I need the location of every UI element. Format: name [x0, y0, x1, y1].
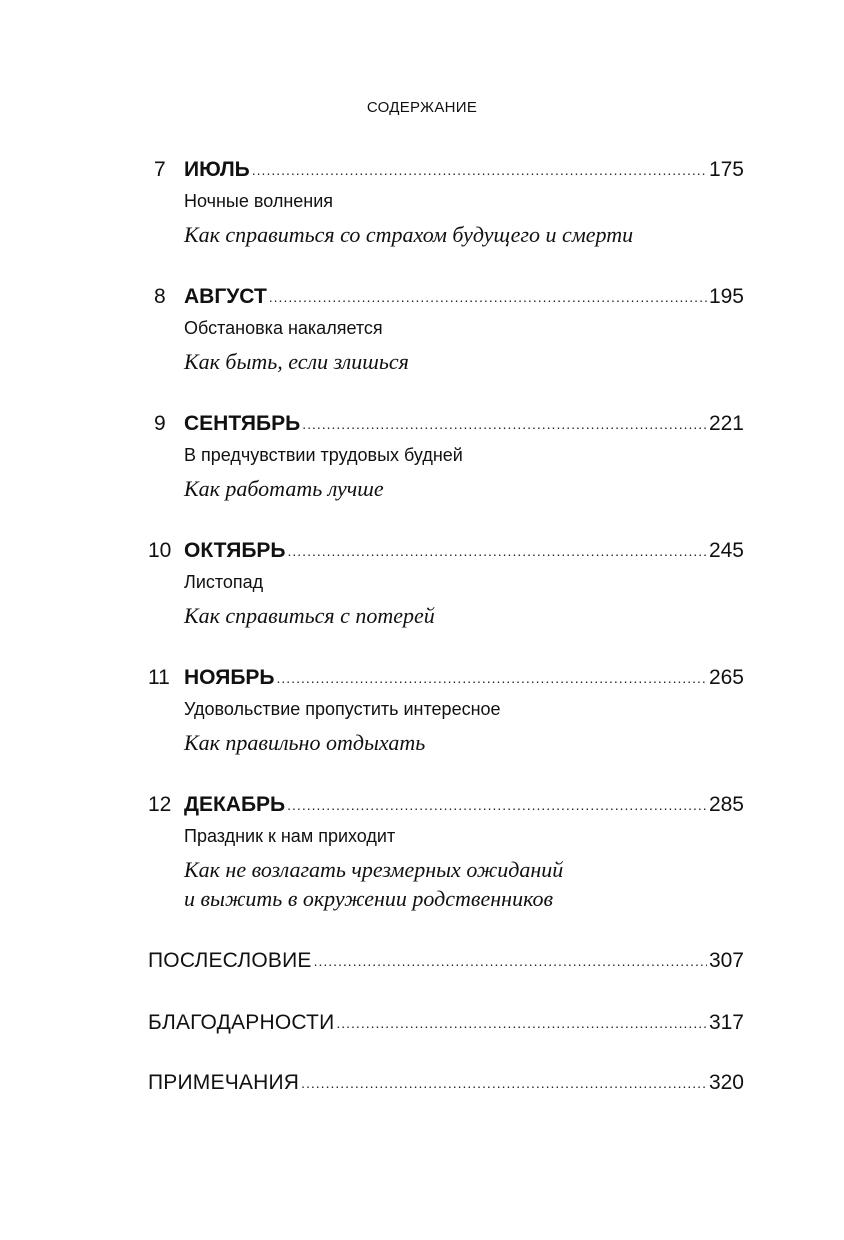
- toc-chapter-july[interactable]: [148, 156, 744, 249]
- chapter-number: 8: [154, 285, 166, 308]
- chapter-subtitle: Ночные волнения: [184, 191, 334, 211]
- chapter-number: 7: [154, 158, 166, 181]
- chapter-title: СЕНТЯБРЬ: [184, 412, 301, 435]
- chapter-heading-row: [148, 664, 744, 692]
- chapter-italic-line: Как справиться с потерей: [184, 603, 435, 628]
- chapter-title: ОКТЯБРЬ: [184, 539, 286, 562]
- dot-leader: [277, 664, 707, 692]
- page-number: 320: [708, 1071, 744, 1094]
- chapter-subtitle: Обстановка накаляется: [184, 318, 383, 338]
- dot-leader: [287, 791, 707, 819]
- chapter-title: ДЕКАБРЬ: [184, 793, 286, 816]
- toc-chapter-december[interactable]: [148, 791, 744, 913]
- chapter-subtitle: Листопад: [184, 572, 264, 592]
- back-matter-row: [148, 1069, 744, 1097]
- chapter-number: 11: [148, 666, 170, 689]
- toc-acknowledgements[interactable]: [148, 1009, 744, 1037]
- chapter-italic-line: Как быть, если злишься: [184, 349, 409, 374]
- chapter-subtitle: В предчувствии трудовых будней: [184, 445, 463, 465]
- page-number: 245: [708, 539, 744, 562]
- back-matter-row: [148, 947, 744, 975]
- dot-leader: [314, 947, 707, 975]
- chapter-italic-line: и выжить в окружении родственников: [184, 886, 554, 911]
- back-matter-title: ПРИМЕЧАНИЯ: [148, 1071, 300, 1094]
- dot-leader: [336, 1009, 707, 1037]
- chapter-number: 12: [148, 793, 172, 816]
- page-number: 285: [708, 793, 744, 816]
- chapter-heading-row: [148, 410, 744, 438]
- back-matter-title: БЛАГОДАРНОСТИ: [148, 1011, 335, 1034]
- chapter-number: 9: [154, 412, 166, 435]
- toc-chapter-november[interactable]: [148, 664, 744, 757]
- toc-chapter-october[interactable]: [148, 537, 744, 630]
- chapter-italic-line: Как справиться со страхом будущего и смерти: [184, 222, 634, 247]
- back-matter-title: ПОСЛЕСЛОВИЕ: [148, 949, 312, 972]
- chapter-subtitle: Праздник к нам приходит: [184, 826, 396, 846]
- dot-leader: [301, 1069, 707, 1097]
- page-number: 195: [708, 285, 744, 308]
- chapter-italic-line: Как правильно отдыхать: [184, 730, 426, 755]
- dot-leader: [252, 156, 707, 184]
- chapter-title: НОЯБРЬ: [184, 666, 275, 689]
- toc-chapter-september[interactable]: [148, 410, 744, 503]
- page-number: 175: [708, 158, 744, 181]
- dot-leader: [288, 537, 707, 565]
- chapter-title: ИЮЛЬ: [184, 158, 250, 181]
- toc-afterword[interactable]: [148, 947, 744, 975]
- chapter-heading-row: [148, 537, 744, 565]
- page-number: 317: [708, 1011, 744, 1034]
- page-number: 307: [708, 949, 744, 972]
- toc-chapter-august[interactable]: [148, 283, 744, 376]
- chapter-subtitle: Удовольствие пропустить интересное: [184, 699, 501, 719]
- chapter-number: 10: [148, 539, 172, 562]
- chapter-heading-row: [148, 791, 744, 819]
- chapter-heading-row: [148, 283, 744, 311]
- toc-notes[interactable]: [148, 1069, 744, 1097]
- dot-leader: [302, 410, 707, 438]
- page-number: 221: [708, 412, 744, 435]
- chapter-title: АВГУСТ: [184, 285, 267, 308]
- back-matter-row: [148, 1009, 744, 1037]
- page-title: СОДЕРЖАНИЕ: [366, 99, 478, 116]
- dot-leader: [269, 283, 707, 311]
- chapter-italic-line: Как не возлагать чрезмерных ожиданий: [184, 857, 564, 882]
- chapter-italic-line: Как работать лучше: [184, 476, 384, 501]
- chapter-heading-row: [148, 156, 744, 184]
- page-number: 265: [708, 666, 744, 689]
